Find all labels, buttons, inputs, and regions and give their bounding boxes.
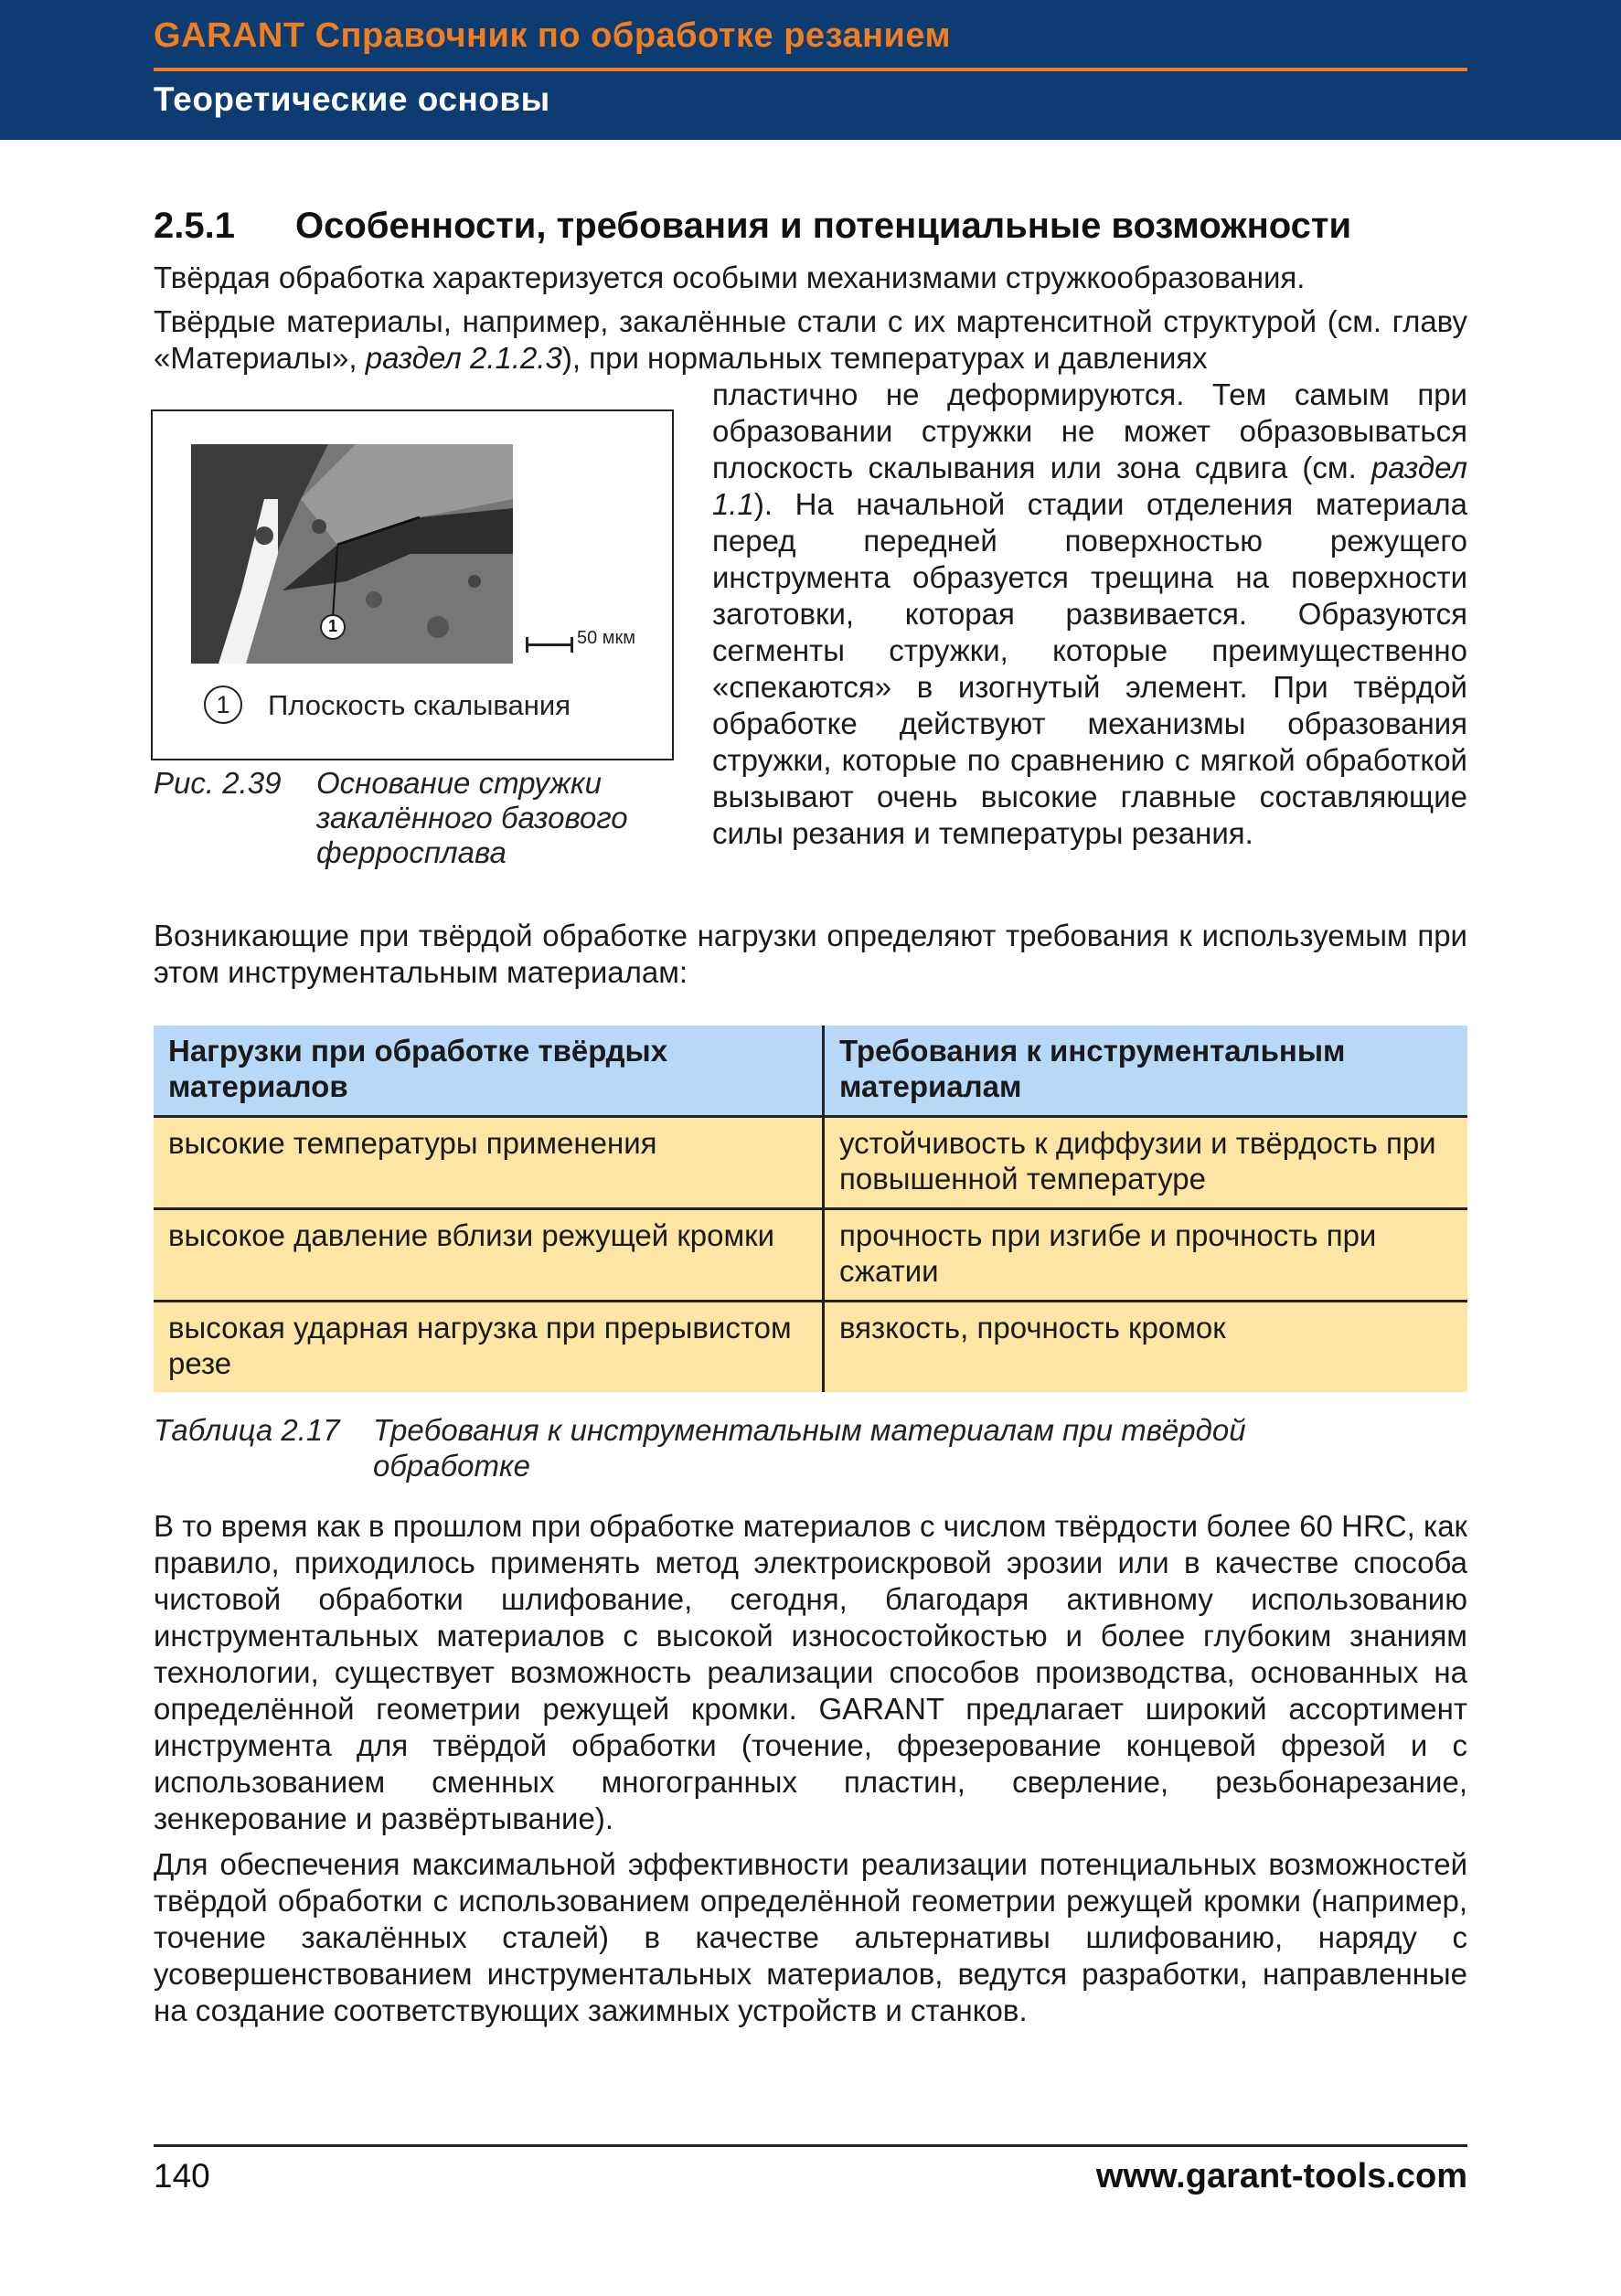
legend-text: Плоскость скалывания <box>268 689 571 721</box>
table-cell: прочность при изгибе и прочность при сжатии <box>824 1209 1468 1302</box>
efficiency-paragraph: Для обеспечения максимальной эффективности реализации потенциальных возможностей твёрдой обработки с использованием определённой геометрии режущей кромки (например, точение закалённых сталей) в качестве альтернативы шлифованию, наряду с усовершенствованием инструментальных материалов, ведутся разработки, направленные на создание соответствующих зажимных устройств и станков. <box>154 1847 1467 2027</box>
figure-2-39 <box>151 409 674 760</box>
scale-label: 50 мкм <box>577 628 636 648</box>
chapter-title: Теоретические основы <box>154 80 550 118</box>
series-title: GARANT Справочник по обработке резанием <box>154 16 952 55</box>
section-number: 2.5.1 <box>154 206 235 246</box>
table-caption-label: Таблица 2.17 <box>154 1413 340 1447</box>
table-row <box>154 1209 1467 1302</box>
figure-caption-label: Рис. 2.39 <box>154 766 282 800</box>
page-header <box>0 0 1621 140</box>
materials-text-a: Твёрдые материалы, например, закалённые стали с их мартенситной структурой (см. главу «Материалы», <box>154 304 1467 375</box>
past-methods-paragraph: В то время как в прошлом при обработке материалов с числом твёрдости более 60 HRC, как правило, приходилось применять метод электроискровой эрозии или в качестве способа чистовой обработки шлифование, сегодня, благодаря активному использованию инструментальных материалов с высокой износостойкостью и более глубоким знаниям технологии, существует возможность реализации способов производства, основанных на определённой геометрии режущей кромки. GARANT предлагает широкий ассортимент инструмента для твёрдой обработки (точение, фрезерование концевой фрезой и с использованием сменных многогранных пластин, сверление, резьбонарезание, зенкерование и развёртывание). <box>154 1509 1467 1835</box>
intro-paragraph: Твёрдая обработка характеризуется особыми механизмами стружкообразования. <box>154 260 1306 294</box>
chip-text-a: пластично не деформируются. Тем самым при образовании стружки не может образовываться плоскость скалывания или зона сдвига (см. <box>712 377 1467 484</box>
materials-text-b: ), при нормальных температурах и давлениях <box>561 341 1208 375</box>
reference-link-1-1[interactable]: раздел 1.1 <box>712 451 1467 521</box>
micrograph-image <box>191 444 513 664</box>
header-divider <box>154 68 1467 71</box>
table-cell: вязкость, прочность кромок <box>824 1302 1468 1393</box>
table-row <box>154 1302 1467 1393</box>
requirements-table <box>154 1026 1467 1392</box>
reference-link-2-1-2-3[interactable]: раздел 2.1.2.3 <box>365 341 562 375</box>
section-title: Особенности, требования и потенциальные возможности <box>295 206 1352 246</box>
table-header-loads: Нагрузки при обработке твёрдых материалов <box>154 1026 824 1117</box>
page-number: 140 <box>154 2157 210 2195</box>
table-row <box>154 1117 1467 1209</box>
table-caption-text: Требования к инструментальным материалам при твёрдой обработке <box>373 1413 1246 1483</box>
micrograph-drawing <box>191 444 513 664</box>
table-cell: высокие температуры применения <box>154 1117 824 1209</box>
legend-number: 1 <box>204 686 242 724</box>
table-cell: устойчивость к диффузии и твёрдость при повышенной температуре <box>824 1117 1468 1209</box>
loads-paragraph: Возникающие при твёрдой обработке нагрузки определяют требования к используемым при этом инструментальным материалам: <box>154 919 1467 989</box>
chip-text-b: ). На начальной стадии отделения материала перед передней поверхностью режущего инструмента образуется трещина на поверхности заготовки, которая развивается. Образуются сегменты стружки, которые преимущественно «спекаются» в изогнутый элемент. При твёрдой обработке действуют механизмы образования стружки, которые по сравнению с мягкой обработкой вызывают очень высокие главные составляющие силы резания и температуры резания. <box>712 487 1467 850</box>
materials-paragraph <box>154 303 1467 377</box>
figure-caption-text: Основание стружки закалённого базового ферросплава <box>316 766 628 869</box>
table-header-requirements: Требования к инструментальным материалам <box>824 1026 1468 1117</box>
table-header-row <box>154 1026 1467 1117</box>
table-cell: высокая ударная нагрузка при прерывистом резе <box>154 1302 824 1393</box>
footer-divider <box>154 2144 1467 2147</box>
website-link[interactable]: www.garant-tools.com <box>1095 2157 1467 2195</box>
chip-formation-paragraph <box>712 377 1467 852</box>
micrograph-marker: 1 <box>327 617 337 635</box>
scale-bar <box>526 643 573 646</box>
table-cell: высокое давление вблизи режущей кромки <box>154 1209 824 1302</box>
section-heading <box>154 206 1351 247</box>
